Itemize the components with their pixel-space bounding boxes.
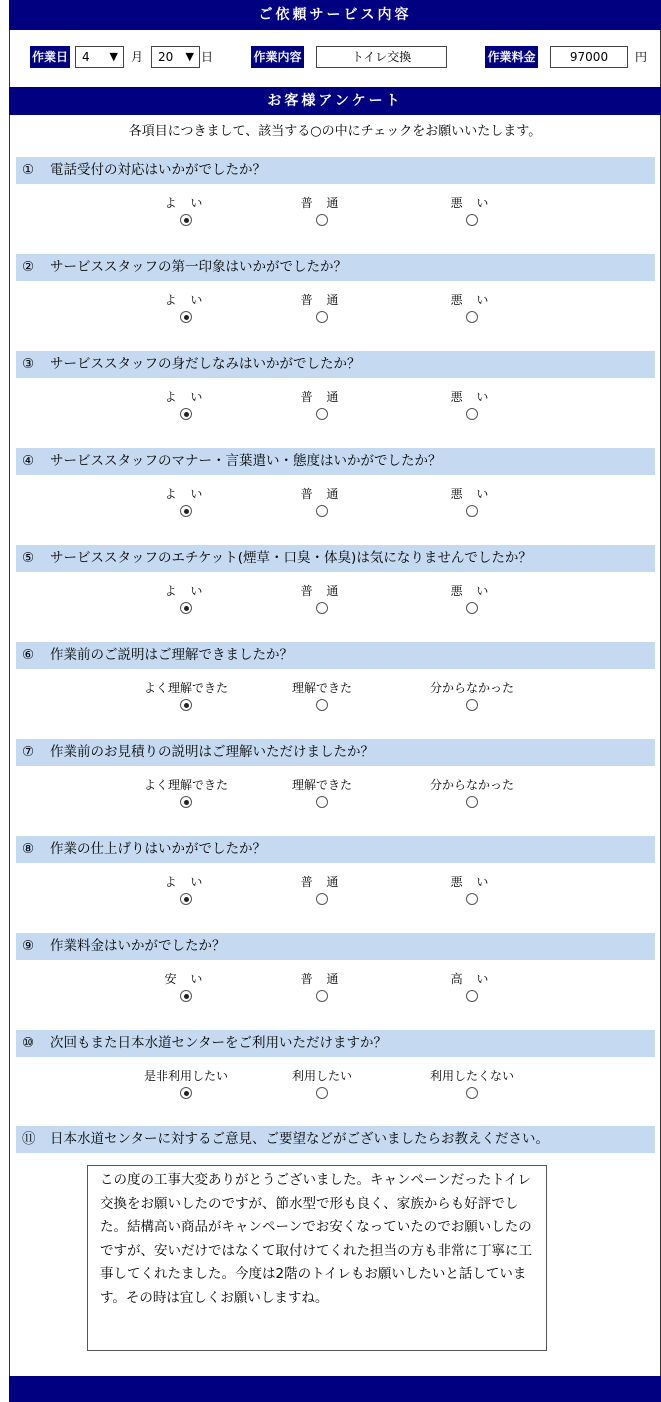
answer-option-label: 理解できた [291, 681, 352, 695]
radio-icon[interactable] [316, 311, 328, 323]
radio-checked-icon[interactable] [180, 796, 192, 808]
answer-option-label: 普 通 [300, 293, 344, 307]
radio-icon[interactable] [316, 408, 328, 420]
radio-icon[interactable] [466, 893, 478, 905]
answer-option-label: 是非利用したい [143, 1069, 228, 1083]
radio-checked-icon[interactable] [180, 990, 192, 1002]
answer-option-label: 悪 い [450, 487, 494, 501]
question-text: サービススタッフの身だしなみはいかがでしたか？ [50, 356, 361, 372]
question-number: ② [22, 259, 35, 275]
answer-option-label: 安 い [164, 972, 208, 986]
answer-option[interactable] [126, 195, 246, 211]
day-select[interactable] [151, 46, 200, 68]
question-header-5 [16, 545, 655, 572]
radio-icon[interactable] [316, 893, 328, 905]
question-text: 次回もまた日本水道センターをご利用いただけますか？ [50, 1035, 387, 1051]
answer-option-label: 悪 い [450, 196, 494, 210]
work-date-label: 作業日 [30, 46, 70, 68]
question-number: ⑪ [22, 1131, 36, 1147]
service-details-row [30, 45, 650, 69]
question-header-6 [16, 642, 655, 669]
question-number: ⑨ [22, 938, 35, 954]
question-number: ⑩ [22, 1035, 35, 1051]
question-text: サービススタッフのエチケット(煙草・口臭・体臭)は気になりませんでしたか？ [50, 550, 532, 566]
radio-icon[interactable] [316, 990, 328, 1002]
answer-option[interactable] [412, 971, 532, 987]
radio-checked-icon[interactable] [180, 214, 192, 226]
answer-option[interactable] [126, 486, 246, 502]
answer-option[interactable] [126, 874, 246, 890]
radio-checked-icon[interactable] [180, 311, 192, 323]
radio-icon[interactable] [466, 699, 478, 711]
question-header-4 [16, 448, 655, 475]
answer-option-label: 悪 い [450, 875, 494, 889]
question-header-3 [16, 351, 655, 378]
answer-option-label: 分からなかった [429, 778, 514, 792]
work-content-field[interactable]: トイレ交換 [316, 46, 447, 68]
question-number: ⑧ [22, 841, 35, 857]
day-value: 20 [158, 50, 174, 64]
radio-icon[interactable] [466, 796, 478, 808]
question-header-11 [16, 1126, 655, 1153]
answer-option[interactable] [412, 292, 532, 308]
question-header-1 [16, 157, 655, 184]
answer-option[interactable] [412, 389, 532, 405]
service-header [9, 0, 661, 30]
answer-option-label: 普 通 [300, 487, 344, 501]
chevron-down-icon: ▼ [185, 50, 194, 63]
question-header-8 [16, 836, 655, 863]
radio-icon[interactable] [466, 311, 478, 323]
question-number: ① [22, 162, 35, 178]
answer-option-label: よ い [164, 390, 208, 404]
answer-option-label: よ い [164, 584, 208, 598]
answer-option[interactable] [262, 583, 382, 599]
month-value: 4 [82, 50, 90, 64]
question-text: 作業の仕上げりはいかがでしたか？ [50, 841, 266, 857]
radio-icon[interactable] [466, 990, 478, 1002]
radio-checked-icon[interactable] [180, 893, 192, 905]
fee-unit: 円 [635, 50, 648, 64]
question-text: 電話受付の対応はいかがでしたか？ [50, 162, 266, 178]
work-content-label: 作業内容 [251, 46, 304, 68]
answer-option-label: 普 通 [300, 584, 344, 598]
answer-option-label: 利用したい [291, 1069, 352, 1083]
radio-icon[interactable] [316, 796, 328, 808]
month-unit: 月 [131, 50, 144, 64]
radio-icon[interactable] [316, 1087, 328, 1099]
answer-option-label: 悪 い [450, 584, 494, 598]
answer-option-label: よく理解できた [143, 681, 228, 695]
footer-band [9, 1376, 661, 1402]
work-fee-field[interactable]: 97000 [550, 46, 628, 68]
answer-option[interactable] [126, 777, 246, 793]
survey-header [9, 87, 661, 115]
answer-option-label: 悪 い [450, 293, 494, 307]
answer-option[interactable] [262, 1068, 382, 1084]
answer-option-label: 分からなかった [429, 681, 514, 695]
radio-checked-icon[interactable] [180, 602, 192, 614]
radio-checked-icon[interactable] [180, 699, 192, 711]
question-header-7 [16, 739, 655, 766]
question-number: ⑤ [22, 550, 35, 566]
work-fee-label: 作業料金 [485, 46, 538, 68]
answer-option[interactable] [262, 292, 382, 308]
answer-option[interactable] [412, 777, 532, 793]
answer-option[interactable] [262, 680, 382, 696]
service-title: ご依頼サービス内容 [258, 7, 412, 23]
answer-option-label: 理解できた [291, 778, 352, 792]
answer-option-label: 普 通 [300, 972, 344, 986]
answer-option-label: よ い [164, 293, 208, 307]
answer-option[interactable] [412, 1068, 532, 1084]
answer-option[interactable] [412, 195, 532, 211]
question-header-10 [16, 1030, 655, 1057]
question-text: 作業前のお見積りの説明はご理解いただけましたか？ [50, 744, 374, 760]
answer-option-label: 普 通 [300, 390, 344, 404]
radio-icon[interactable] [466, 505, 478, 517]
answer-option[interactable] [262, 389, 382, 405]
radio-checked-icon[interactable] [180, 408, 192, 420]
answer-option[interactable] [262, 777, 382, 793]
radio-icon[interactable] [466, 1087, 478, 1099]
answer-option-label: 普 通 [300, 196, 344, 210]
answer-option[interactable] [126, 680, 246, 696]
question-text: 作業前のご説明はご理解できましたか？ [50, 647, 293, 663]
answer-option[interactable] [126, 1068, 246, 1084]
answer-option-label: 利用したくない [429, 1069, 514, 1083]
radio-icon[interactable] [466, 214, 478, 226]
answer-option[interactable] [262, 195, 382, 211]
radio-icon[interactable] [466, 408, 478, 420]
answer-option[interactable] [262, 971, 382, 987]
answer-option[interactable] [262, 874, 382, 890]
answer-option-label: よ い [164, 196, 208, 210]
answer-option[interactable] [126, 389, 246, 405]
answer-option[interactable] [412, 583, 532, 599]
question-text: 日本水道センターに対するご意見、ご要望などがございましたらお教えください。 [50, 1131, 549, 1147]
chevron-down-icon: ▼ [109, 50, 118, 63]
radio-checked-icon[interactable] [180, 1087, 192, 1099]
answer-option[interactable] [262, 486, 382, 502]
answer-option-label: よ い [164, 875, 208, 889]
radio-icon[interactable] [316, 602, 328, 614]
month-select[interactable] [75, 46, 124, 68]
comment-textarea[interactable]: この度の工事大変ありがとうございました。キャンペーンだったトイレ交換をお願いしたのですが、節水型で形も良く、家族からも好評でした。結構高い商品がキャンペーンでお安くなっていたのでお願いしたのですが、安いだけではなくて取付けてくれた担当の方も非常に丁寧に工事してくれたました。今度は2階のトイレもお願いしたいと話しています。その時は宜しくお願いしますね。 [87, 1165, 547, 1351]
answer-option[interactable] [126, 971, 246, 987]
survey-title: お客様アンケート [267, 93, 403, 109]
question-number: ⑦ [22, 744, 35, 760]
question-number: ④ [22, 453, 35, 469]
survey-instructions: 各項目につきまして、該当する○の中にチェックをお願いいたします。 [128, 124, 542, 139]
answer-option[interactable] [126, 583, 246, 599]
radio-icon[interactable] [316, 214, 328, 226]
day-unit: 日 [201, 50, 214, 64]
answer-option[interactable] [126, 292, 246, 308]
radio-checked-icon[interactable] [180, 505, 192, 517]
answer-option[interactable] [412, 680, 532, 696]
question-number: ⑥ [22, 647, 35, 663]
answer-option-label: 普 通 [300, 875, 344, 889]
radio-icon[interactable] [316, 505, 328, 517]
question-text: サービススタッフのマナー・言葉遣い・態度はいかがでしたか？ [50, 453, 442, 469]
question-text: 作業料金はいかがでしたか？ [50, 938, 226, 954]
answer-option-label: よく理解できた [143, 778, 228, 792]
answer-option[interactable] [412, 486, 532, 502]
question-header-2 [16, 254, 655, 281]
question-number: ③ [22, 356, 35, 372]
answer-option-label: 高 い [450, 972, 494, 986]
question-text: サービススタッフの第一印象はいかがでしたか？ [50, 259, 347, 275]
radio-icon[interactable] [316, 699, 328, 711]
answer-option-label: 悪 い [450, 390, 494, 404]
question-header-9 [16, 933, 655, 960]
answer-option-label: よ い [164, 487, 208, 501]
radio-icon[interactable] [466, 602, 478, 614]
answer-option[interactable] [412, 874, 532, 890]
